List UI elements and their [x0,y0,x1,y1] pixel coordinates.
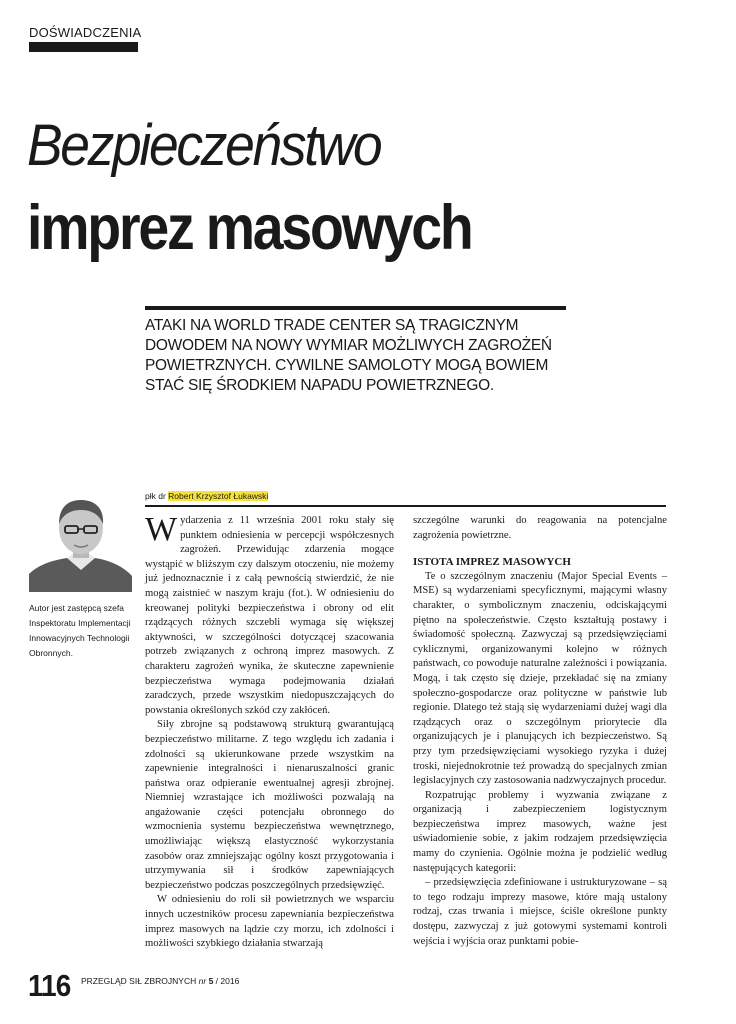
section-subheading: ISTOTA IMPREZ MASOWYCH [413,556,571,569]
section-bar [29,42,138,52]
issue-number: 5 [208,976,214,986]
lead-rule [145,306,566,310]
author-photo [29,496,132,592]
author-line [145,491,268,501]
lead-paragraph: ATAKI NA WORLD TRADE CENTER SĄ TRAGICZNYM DOWODEM NA NOWY WYMIAR MOŻLIWYCH ZAGROŻEŃ POWIETRZNYCH. CYWILNE SAMOLOTY MOGĄ BOWIEM STAĆ SIĘ ŚRODKIEM NAPADU POWIETRZNEGO. [145,317,552,394]
body-paragraph [145,511,394,718]
author-rank: płk dr [145,491,166,501]
magazine-name: PRZEGLĄD SIŁ ZBROJNYCH [81,976,197,986]
body-column-left [145,511,394,952]
article-title-line1: Bezpieczeństwo [27,113,381,178]
author-name: Robert Krzysztof Łukawski [168,491,269,501]
body-paragraph: W odniesieniu do roli sił powietrznych we wsparciu innych uczestników procesu zapewniania bezpieczeństwa imprez masowych na lądzie czy morzu, ich zdolności i możliwości szybkiego działania stwarzają [145,894,394,950]
body-paragraph: Te o szczególnym znaczeniu (Major Special Events – MSE) są wydarzeniami specyficznymi, mającymi własny charakter, o symbolicznym znaczeniu, odciskającymi piętno na społeczeństwie. Często kształtują postawy i świadomość społeczną. Zazwyczaj są przedsięwzięciami cyklicznymi, organizowanymi kolejno w różnych państwach, co powoduje naturalne zależności i powiązania. Mogą, i tak często się dzieje, przekładać się na zmiany społeczno-gospodarcze oraz polityczne w państwie lub regionie. Dlatego też stają się wydarzeniami dużej wagi dla rządzących oraz o szczególnym priorytecie dla organizujących je i planujących ich bezpieczeństwo. Są przy tym przedsięwzięciami wysokiego ryzyka i dużej troski, niejednokrotnie też prowadzą do specjalnych zmian legislacyjnych czy zastosowania nadzwyczajnych procedur. [413,570,667,787]
issue-year: / 2016 [215,976,240,986]
body-paragraph: Rozpatrując problemy i wyzwania związane z organizacją i zabezpieczeniem logistycznym bezpieczeństwa imprez masowych, ważne jest uświadomienie sobie, z jakim rodzajem przedsięwzięcia mamy do czynienia. Ogólnie można je podzielić według następujących kategorii: [413,789,667,874]
body-paragraph: Siły zbrojne są podstawową strukturą gwarantującą bezpieczeństwo militarne. Z tego względu ich zadania i zdolności są ukierunkowane przede wszystkim na zapewnienie integralności i nienaruszalności granic państwa oraz odpieranie ewentualnej agresji zbrojnej. Niemniej wzrastające ich możliwości pozwalają na angażowanie części potencjału obronnego do wzmocnienia systemu bezpieczeństwa wewnętrznego, umożliwiając większą elastyczność wykorzystania zasobów oraz zmniejszając ogólny koszt przygotowania i utrzymywania sił i środków zapewniających bezpieczeństwo podczas poszczególnych przedsięwzięć. [145,719,394,891]
drop-cap: W [145,511,178,548]
body-text: ydarzenia z 11 września 2001 roku stały się punktem odniesienia w percepcji współczesnych zagrożeń. Przewidując zdarzenia mogące wystąpić w bliższym czy dalszym otoczeniu, nie możemy już jednoznacznie i z całą pewnością stwierdzić, że nie mogą zaistnieć w naszym kraju (fot.). W odniesieniu do kreowanej polityki bezpieczeństwa i obrony od elit rządzących różnych szczebli wymaga się większej aktywności, w szczególności dotyczącej szacowania potrzeb związanych z ochroną imprez masowych. Z charakteru zagrożeń wynika, że skuteczne zapewnienie bezpieczeństwa wymaga podejmowania działań zaradczych, przede wszystkim niedopuszczających do powstania określonych szkód czy zakłóceń. [145,515,394,716]
section-label: DOŚWIADCZENIA [29,25,142,40]
photo-caption: Autor jest zastępcą szefa Inspektoratu Implementacji Innowacyjnych Technologii Obronnych. [29,603,131,658]
body-column-right [413,514,667,949]
issue-label: nr [198,976,207,986]
body-paragraph: szczególne warunki do reagowania na potencjalne zagrożenia powietrzne. [413,515,667,541]
body-paragraph: – przedsięwzięcia zdefiniowane i ustrukturyzowane – są to tego rodzaju imprezy masowe, które mają ustalony rodzaj, czas trwania i miejsce, ściśle określone punkty dostępu, zazwyczaj z już gotowymi systemami kontroli wejścia i wyjścia oraz punktami pobie- [413,877,667,947]
author-rule [145,505,666,507]
article-title-line2: imprez masowych [27,193,472,263]
page-number: 116 [28,968,71,1003]
footer-magazine [81,976,239,986]
